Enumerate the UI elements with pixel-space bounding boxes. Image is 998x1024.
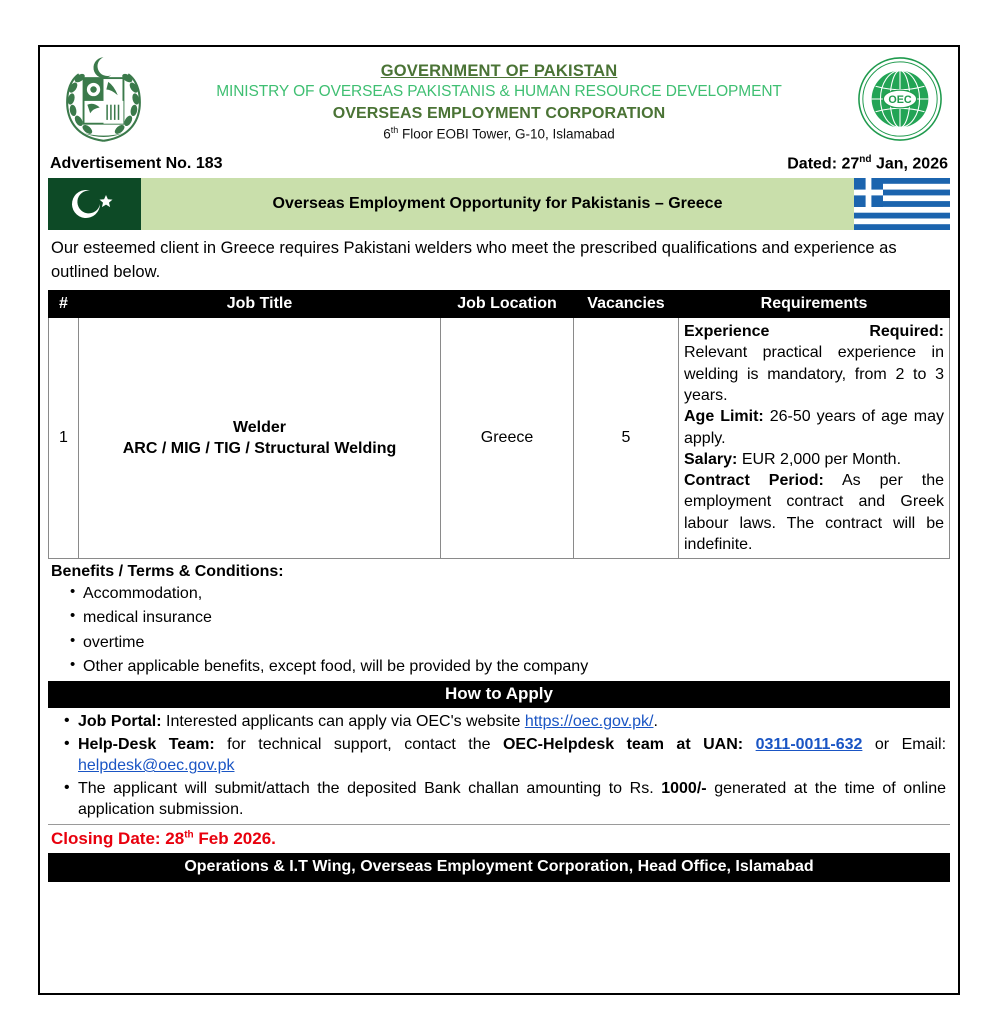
contract-period-value: As per the employment contract and Greek labour laws. The contract will be indefinite. [684,472,944,553]
helpdesk-phone-link[interactable]: 0311-0011-632 [755,735,863,753]
job-portal-label: Job Portal: [78,713,162,731]
pakistan-flag-icon [48,178,141,230]
column-header-job-title: Job Title [79,291,441,318]
helpdesk-label: Help-Desk Team: [78,735,215,753]
benefits-title: Benefits / Terms & Conditions: [51,563,284,581]
table-row [49,318,950,559]
office-address: 6th Floor EOBI Tower, G-10, Islamabad [383,125,615,142]
closing-date: Closing Date: 28th Feb 2026. [48,824,950,853]
requirement-age [684,406,944,449]
advertisement-meta [48,150,950,178]
column-header-requirements: Requirements [679,291,950,318]
experience-label-left: Experience [684,323,770,341]
job-portal-text: Interested applicants can apply via OEC's website [161,713,525,731]
table-header-row [49,291,950,318]
how-to-apply-list [48,708,950,823]
helpdesk-email-link[interactable]: helpdesk@oec.gov.pk [78,757,235,775]
column-header-job-location: Job Location [441,291,574,318]
requirement-experience-text: Relevant practical experience in welding is mandatory, from 2 to 3 years. [684,344,944,404]
greece-flag-icon [854,178,950,230]
salary-value: EUR 2,000 per Month. [737,450,902,468]
requirement-contract [684,470,944,555]
advertisement-page [38,45,960,995]
cell-vacancies: 5 [574,318,679,559]
advertisement-number: Advertisement No. 183 [50,155,223,173]
benefits-list [48,582,950,681]
job-title-secondary: ARC / MIG / TIG / Structural Welding [122,440,397,458]
job-title-primary: Welder [232,418,287,436]
challan-amount: 1000/- [661,779,707,797]
column-header-number: # [49,291,79,318]
salary-label: Salary: [684,450,738,468]
document-header [48,47,950,150]
list-item: • overtime [70,631,950,655]
ministry-line: MINISTRY OF OVERSEAS PAKISTANIS & HUMAN RESOURCE DEVELOPMENT [216,82,782,100]
advertisement-date: Dated: 27nd Jan, 2026 [787,154,948,173]
svg-text:OEC: OEC [888,93,912,106]
cell-requirements [679,318,950,559]
helpdesk-uan-label: OEC-Helpdesk team at UAN: [502,735,744,753]
cell-job-location: Greece [441,318,574,559]
cell-row-number: 1 [49,318,79,559]
age-limit-label: Age Limit: [684,408,764,426]
experience-label-right: Required: [869,323,944,341]
job-portal-suffix: . [653,713,658,731]
list-item-bank-challan [64,778,946,821]
pakistan-state-emblem-icon [56,49,151,149]
list-item: • Accommodation, [70,582,950,606]
challan-text-second: generated at the time of online application submission. [78,779,947,819]
contract-period-label: Contract Period: [684,472,824,490]
cell-job-title [79,318,441,559]
how-to-apply-bar: How to Apply [48,681,950,708]
age-limit-value: 26-50 years of age may apply. [684,408,944,447]
footer-bar: Operations & I.T Wing, Overseas Employment Corporation, Head Office, Islamabad [48,853,950,882]
list-item: • medical insurance [70,606,950,630]
oec-website-link[interactable]: https://oec.gov.pk/ [524,713,654,731]
banner-title: Overseas Employment Opportunity for Pakistanis – Greece [272,195,723,213]
helpdesk-email-prefix: or Email: [862,735,947,753]
list-item-helpdesk [64,734,946,777]
opportunity-banner [48,178,950,230]
government-line: GOVERNMENT OF PAKISTAN [380,62,618,80]
column-header-vacancies: Vacancies [574,291,679,318]
challan-text-first: The applicant will submit/attach the deposited Bank challan amounting to Rs. [78,779,662,797]
requirement-experience-heading [684,321,944,342]
list-item: • Other applicable benefits, except food, will be provided by the company [70,655,950,679]
requirement-salary [684,449,944,470]
jobs-table [48,290,950,559]
helpdesk-text: for technical support, contact the [214,735,503,753]
corporation-line: OVERSEAS EMPLOYMENT CORPORATION [332,104,666,122]
list-item-job-portal [64,711,946,732]
oec-logo-icon [856,55,944,143]
intro-paragraph: Our esteemed client in Greece requires Pakistani welders who meet the prescribed qualifications and experience as outlined below. [51,239,897,281]
